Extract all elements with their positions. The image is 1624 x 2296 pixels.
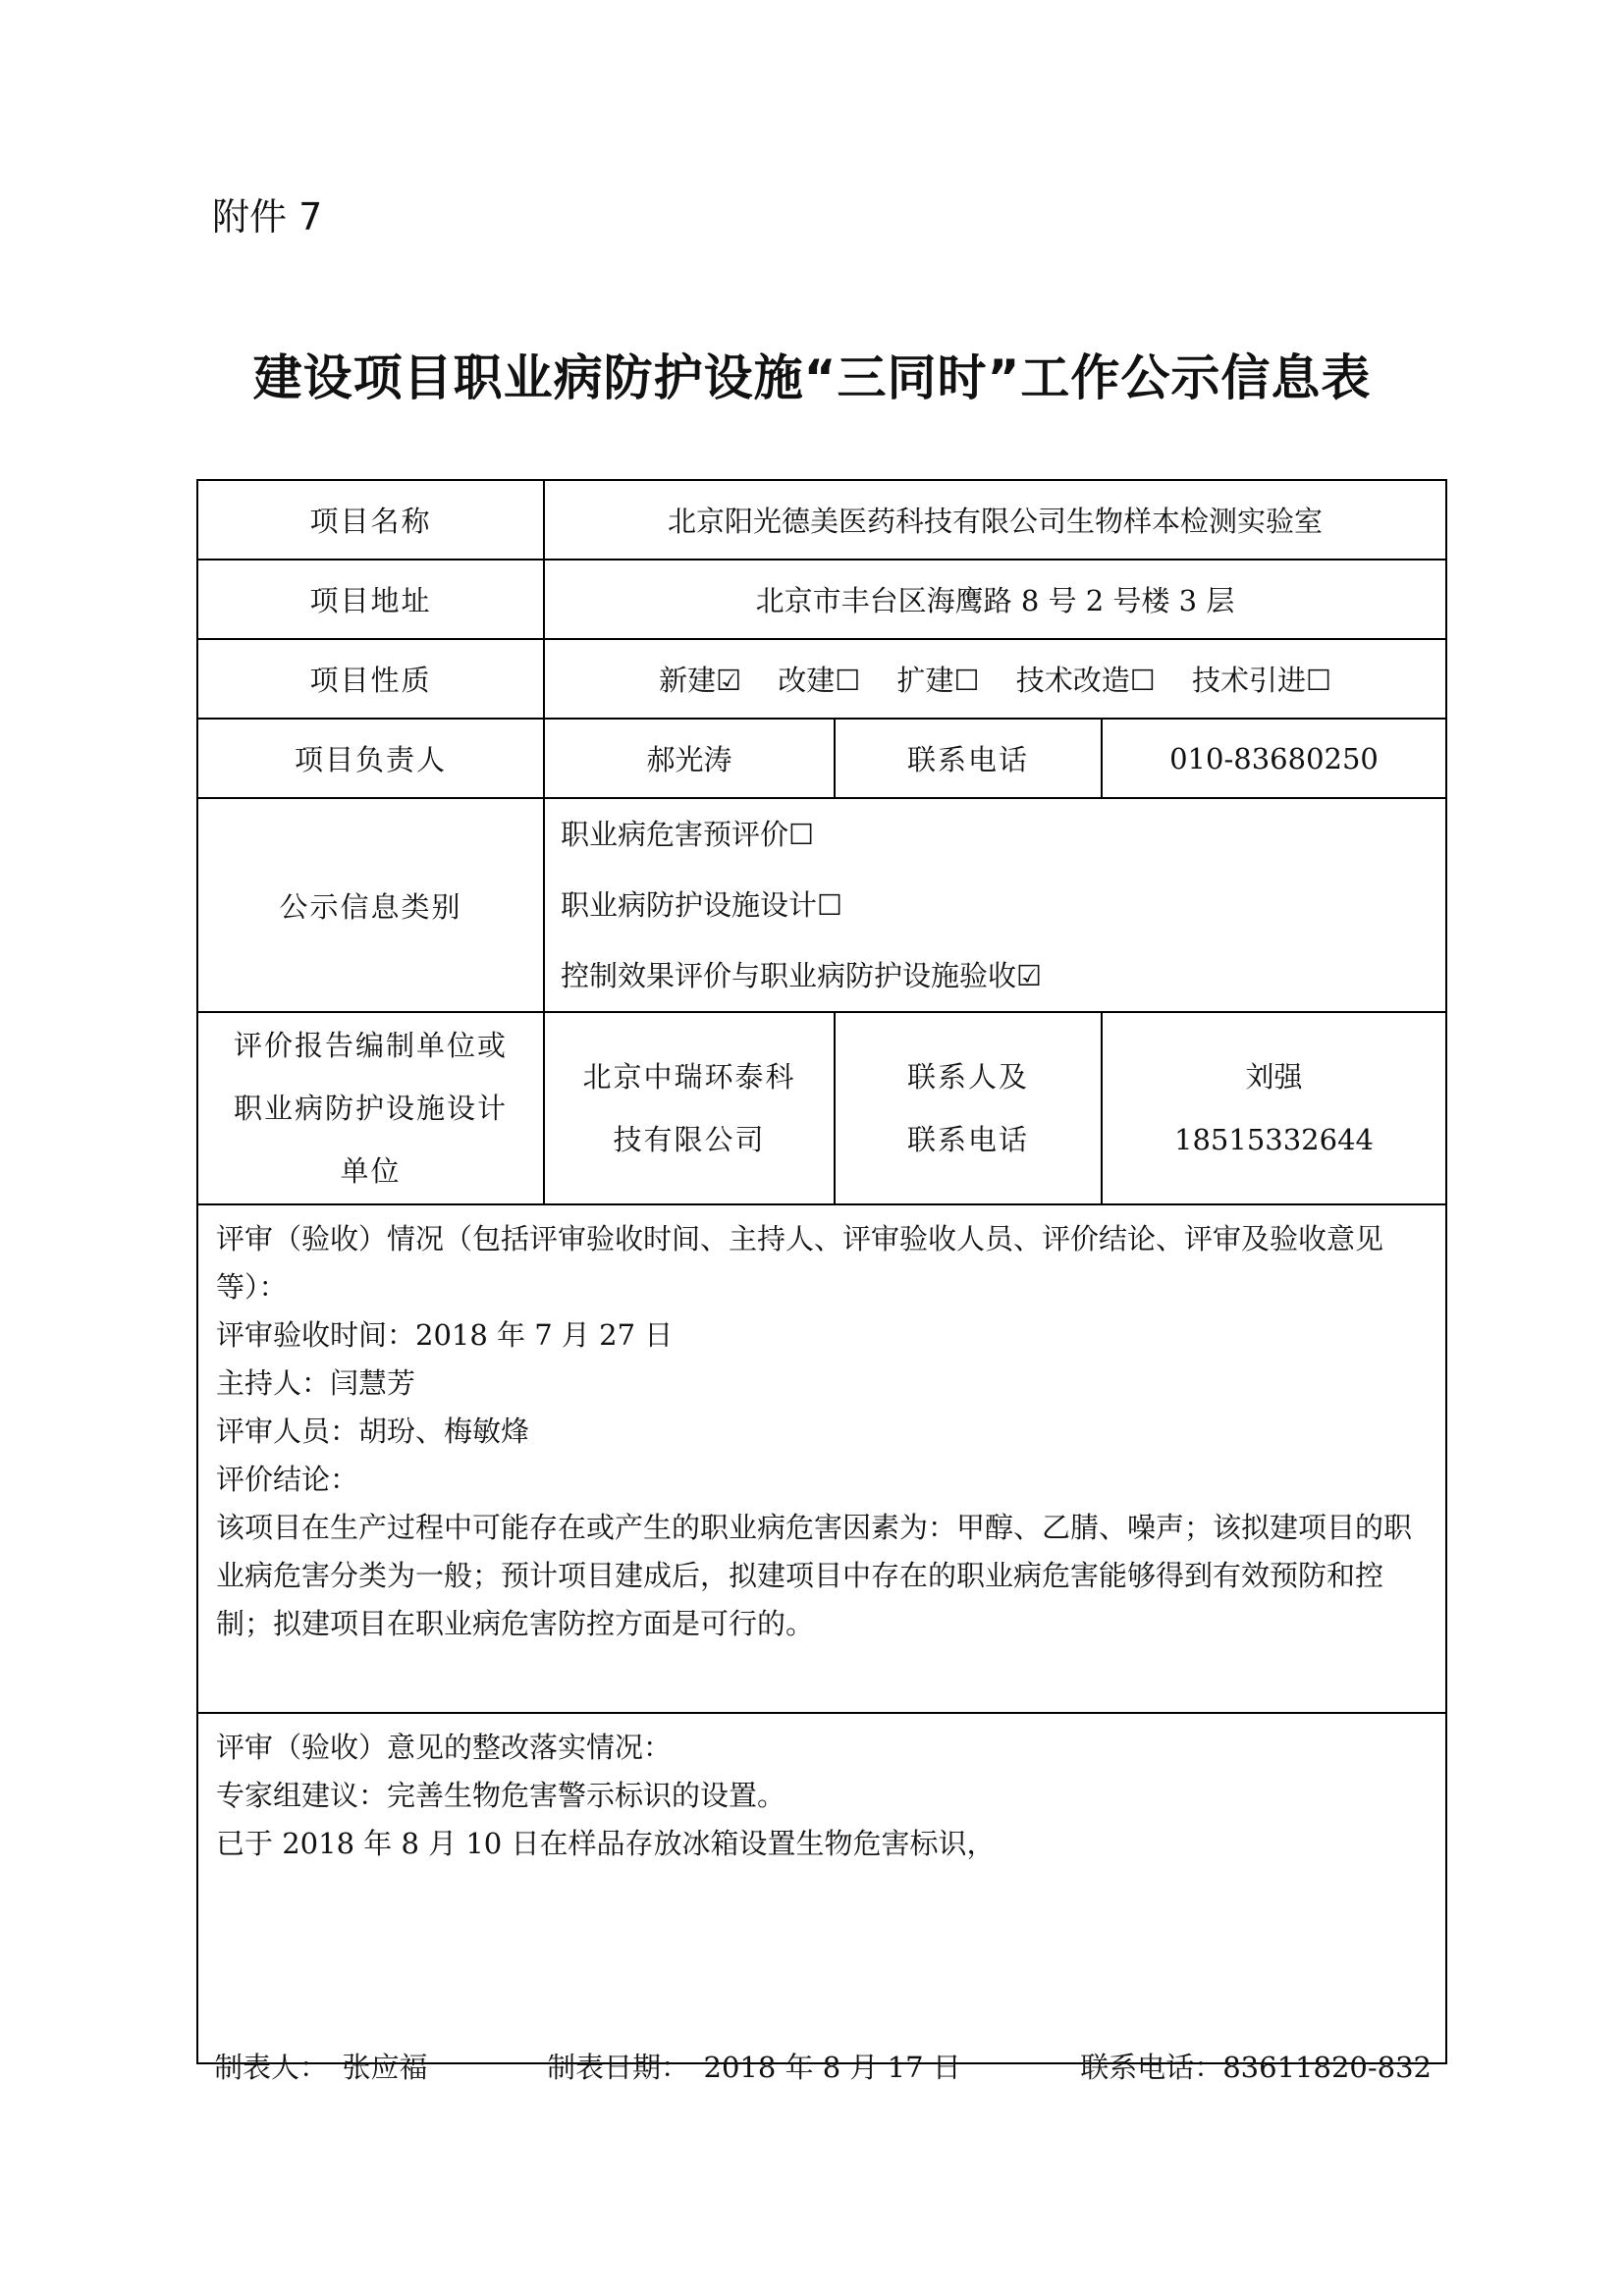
rectification-block	[197, 1713, 1446, 2063]
review-heading: 评审（验收）情况（包括评审验收时间、主持人、评审验收人员、评价结论、评审及验收意见等）：	[216, 1222, 1384, 1304]
rectification-done: 已于 2018 年 8 月 10 日在样品存放冰箱设置生物危害标识，	[216, 1827, 996, 1860]
info-form-table	[196, 479, 1447, 2064]
attachment-number: 附件 7	[212, 195, 323, 239]
nature-option-expansion: 扩建☐	[896, 664, 980, 697]
nature-option-rebuild: 改建☐	[778, 664, 861, 697]
project-address-label: 项目地址	[197, 560, 544, 639]
review-time: 评审验收时间：2018 年 7 月 27 日	[216, 1318, 674, 1352]
contact-person-label-line-1: 联系人及	[906, 1060, 1029, 1094]
row-project-address	[197, 560, 1446, 639]
report-unit-label	[197, 1012, 544, 1204]
report-unit-label-line-2: 职业病防护设施设计	[233, 1092, 508, 1125]
contact-person-label-line-2: 联系电话	[906, 1123, 1029, 1156]
contact-person-value	[1102, 1012, 1446, 1204]
row-project-name	[197, 480, 1446, 560]
contact-person-phone: 18515332644	[1174, 1123, 1374, 1156]
category-pre-evaluation: 职业病危害预评价☐	[561, 818, 814, 851]
row-rectification	[197, 1713, 1446, 2063]
footer-maker: 制表人： 张应福	[214, 2051, 428, 2084]
report-unit-label-line-3: 单位	[340, 1154, 402, 1188]
project-name-label: 项目名称	[197, 480, 544, 560]
project-address-value: 北京市丰台区海鹰路 8 号 2 号楼 3 层	[544, 560, 1446, 639]
rectification-heading: 评审（验收）意见的整改落实情况：	[216, 1731, 673, 1764]
project-nature-label: 项目性质	[197, 639, 544, 719]
contact-phone-value: 010-83680250	[1102, 719, 1446, 798]
nature-option-new-build: 新建☑	[659, 664, 742, 697]
review-conclusion-text: 该项目在生产过程中可能存在或产生的职业病危害因素为：甲醇、乙腈、噪声；该拟建项目的职业病危害分类为一般；预计项目建成后，拟建项目中存在的职业病危害能够得到有效预防和控制；拟建项目在职业病危害防控方面是可行的。	[216, 1511, 1413, 1640]
contact-person-name: 刘强	[1245, 1060, 1303, 1094]
project-nature-options	[544, 639, 1446, 719]
form-footer	[214, 2046, 1432, 2086]
category-control-acceptance: 控制效果评价与职业病防护设施验收☑	[561, 959, 1042, 992]
report-unit-label-line-1: 评价报告编制单位或	[233, 1029, 508, 1062]
contact-phone-label: 联系电话	[835, 719, 1102, 798]
review-members: 评审人员：胡玢、梅敏烽	[216, 1415, 530, 1448]
footer-phone: 联系电话：83611820-832	[1080, 2051, 1432, 2084]
row-project-nature	[197, 639, 1446, 719]
report-unit-value-line-2: 技有限公司	[613, 1123, 766, 1156]
document-title: 建设项目职业病防护设施“三同时”工作公示信息表	[252, 349, 1372, 406]
project-leader-label: 项目负责人	[197, 719, 544, 798]
report-unit-value-line-1: 北京中瑞环泰科	[582, 1060, 796, 1094]
contact-person-label	[835, 1012, 1102, 1204]
project-leader-value: 郝光涛	[544, 719, 835, 798]
review-conclusion-heading: 评价结论：	[216, 1463, 359, 1496]
info-category-label: 公示信息类别	[197, 798, 544, 1012]
category-facility-design: 职业病防护设施设计☐	[561, 888, 842, 922]
nature-option-tech-renovation: 技术改造☐	[1015, 664, 1156, 697]
report-unit-value	[544, 1012, 835, 1204]
review-status-block	[197, 1204, 1446, 1713]
row-info-category	[197, 798, 1446, 1012]
footer-date: 制表日期： 2018 年 8 月 17 日	[547, 2051, 961, 2084]
rectification-advice: 专家组建议：完善生物危害警示标识的设置。	[216, 1779, 786, 1812]
project-name-value: 北京阳光德美医药科技有限公司生物样本检测实验室	[544, 480, 1446, 560]
review-host: 主持人：闫慧芳	[216, 1366, 416, 1400]
row-review-status	[197, 1204, 1446, 1713]
row-project-leader	[197, 719, 1446, 798]
nature-option-tech-import: 技术引进☐	[1191, 664, 1331, 697]
row-report-unit	[197, 1012, 1446, 1204]
info-category-options	[544, 798, 1446, 1012]
